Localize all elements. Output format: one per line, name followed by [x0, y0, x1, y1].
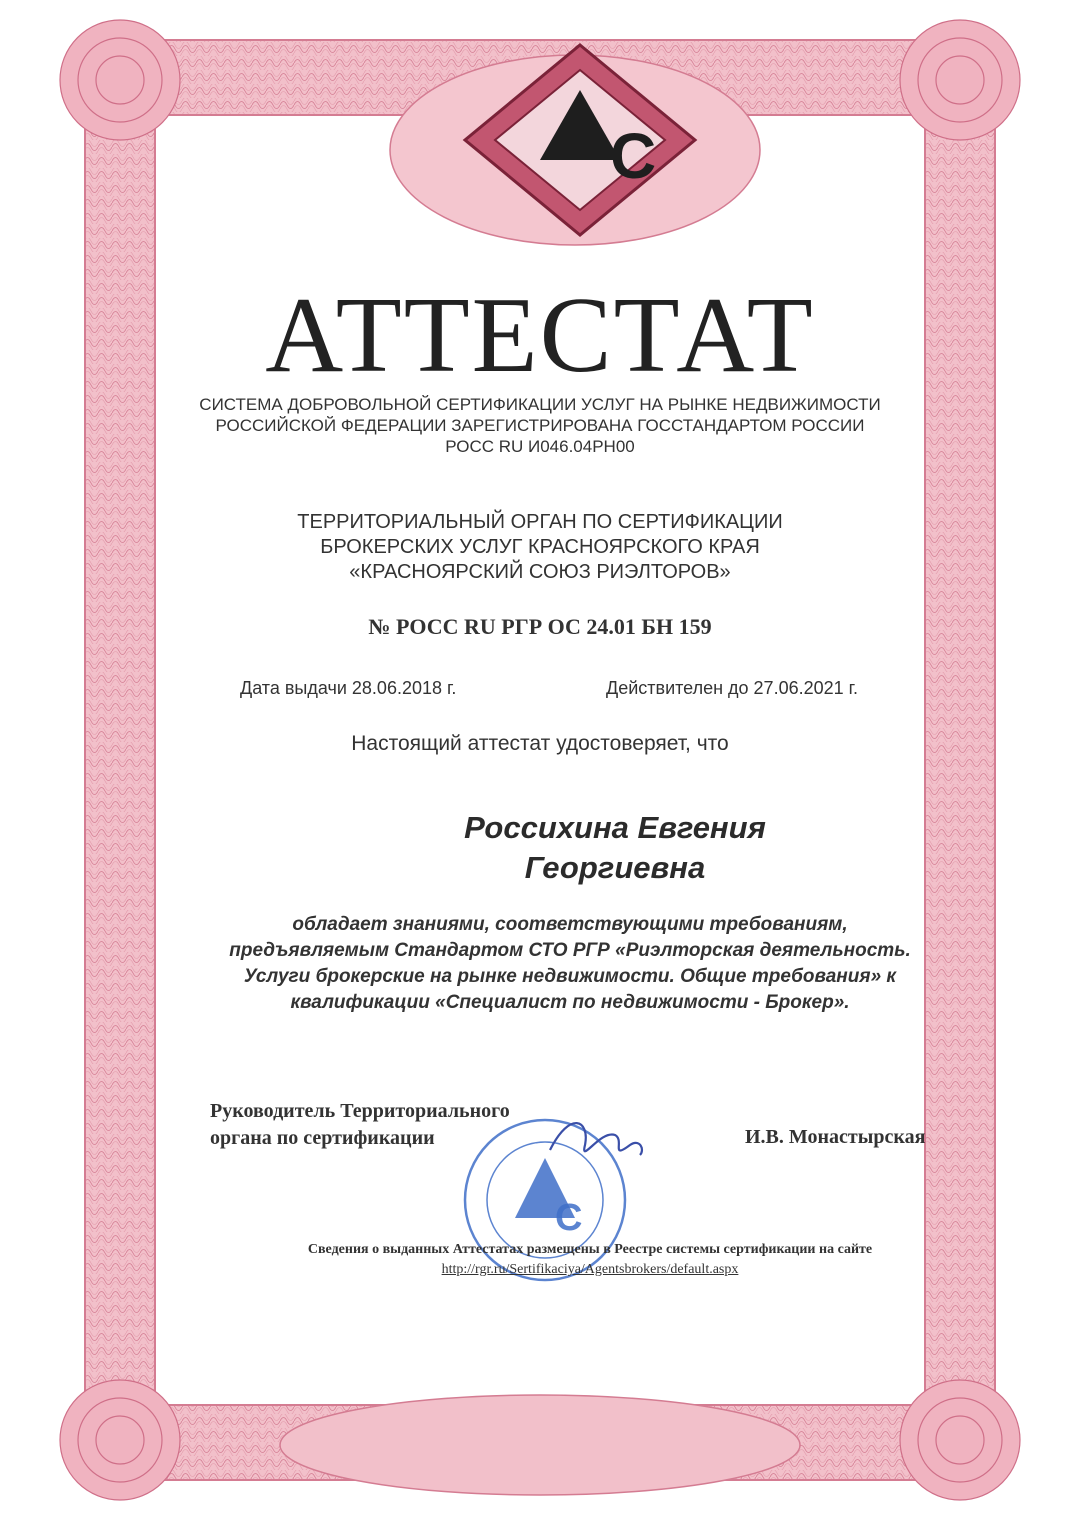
signer-name: И.В. Монастырская	[745, 1126, 926, 1148]
system-line: РОСС RU И046.04РН00	[445, 437, 635, 456]
territorial-line: БРОКЕРСКИХ УСЛУГ КРАСНОЯРСКОГО КРАЯ	[320, 536, 760, 558]
holder-name	[245, 808, 985, 888]
system-line: РОССИЙСКОЙ ФЕДЕРАЦИИ ЗАРЕГИСТРИРОВАНА ГОССТАНДАРТОМ РОССИИ	[215, 416, 865, 435]
issue-date: Дата выдачи 28.06.2018 г.	[240, 678, 457, 698]
certification-system	[170, 394, 910, 457]
territorial-line: «КРАСНОЯРСКИЙ СОЮЗ РИЭЛТОРОВ»	[349, 561, 731, 583]
svg-text:C: C	[555, 1197, 583, 1239]
statement-line: Услуги брокерские на рынке недвижимости. Общие требования» к	[243, 966, 897, 987]
territorial-line: ТЕРРИТОРИАЛЬНЫЙ ОРГАН ПО СЕРТИФИКАЦИИ	[297, 511, 783, 533]
statement-line: предъявляемым Стандартом СТО РГР «Риэлторская деятельность.	[229, 940, 911, 961]
qualification-statement	[175, 912, 965, 1016]
holder-name-line: Россихина Евгения	[464, 810, 766, 845]
statement-line: обладает знаниями, соответствующими требованиям,	[292, 914, 848, 935]
svg-text:C: C	[610, 120, 657, 192]
signer-title-line: Руководитель Территориального	[210, 1100, 510, 1122]
certificate-number: № РОСС RU РГР ОС 24.01 БН 159	[368, 614, 712, 639]
registry-note	[150, 1240, 1030, 1280]
certificate-title: АТТЕСТАТ	[265, 276, 815, 395]
valid-until: Действителен до 27.06.2021 г.	[606, 678, 858, 698]
system-line: СИСТЕМА ДОБРОВОЛЬНОЙ СЕРТИФИКАЦИИ УСЛУГ НА РЫНКЕ НЕДВИЖИМОСТИ	[199, 395, 881, 414]
holder-name-line: Георгиевна	[524, 850, 706, 885]
territorial-body	[170, 510, 910, 585]
registry-text: Сведения о выданных Аттестатах размещены в Реестре системы сертификации на сайте	[307, 1242, 873, 1257]
registry-link[interactable]: http://rgr.ru/Sertifikaciya/Agentsbrokers/default.aspx	[441, 1262, 739, 1277]
statement-line: квалификации «Специалист по недвижимости - Брокер».	[290, 992, 850, 1013]
certifies-text: Настоящий аттестат удостоверяет, что	[351, 732, 729, 755]
signer-title-line: органа по сертификации	[210, 1127, 435, 1149]
